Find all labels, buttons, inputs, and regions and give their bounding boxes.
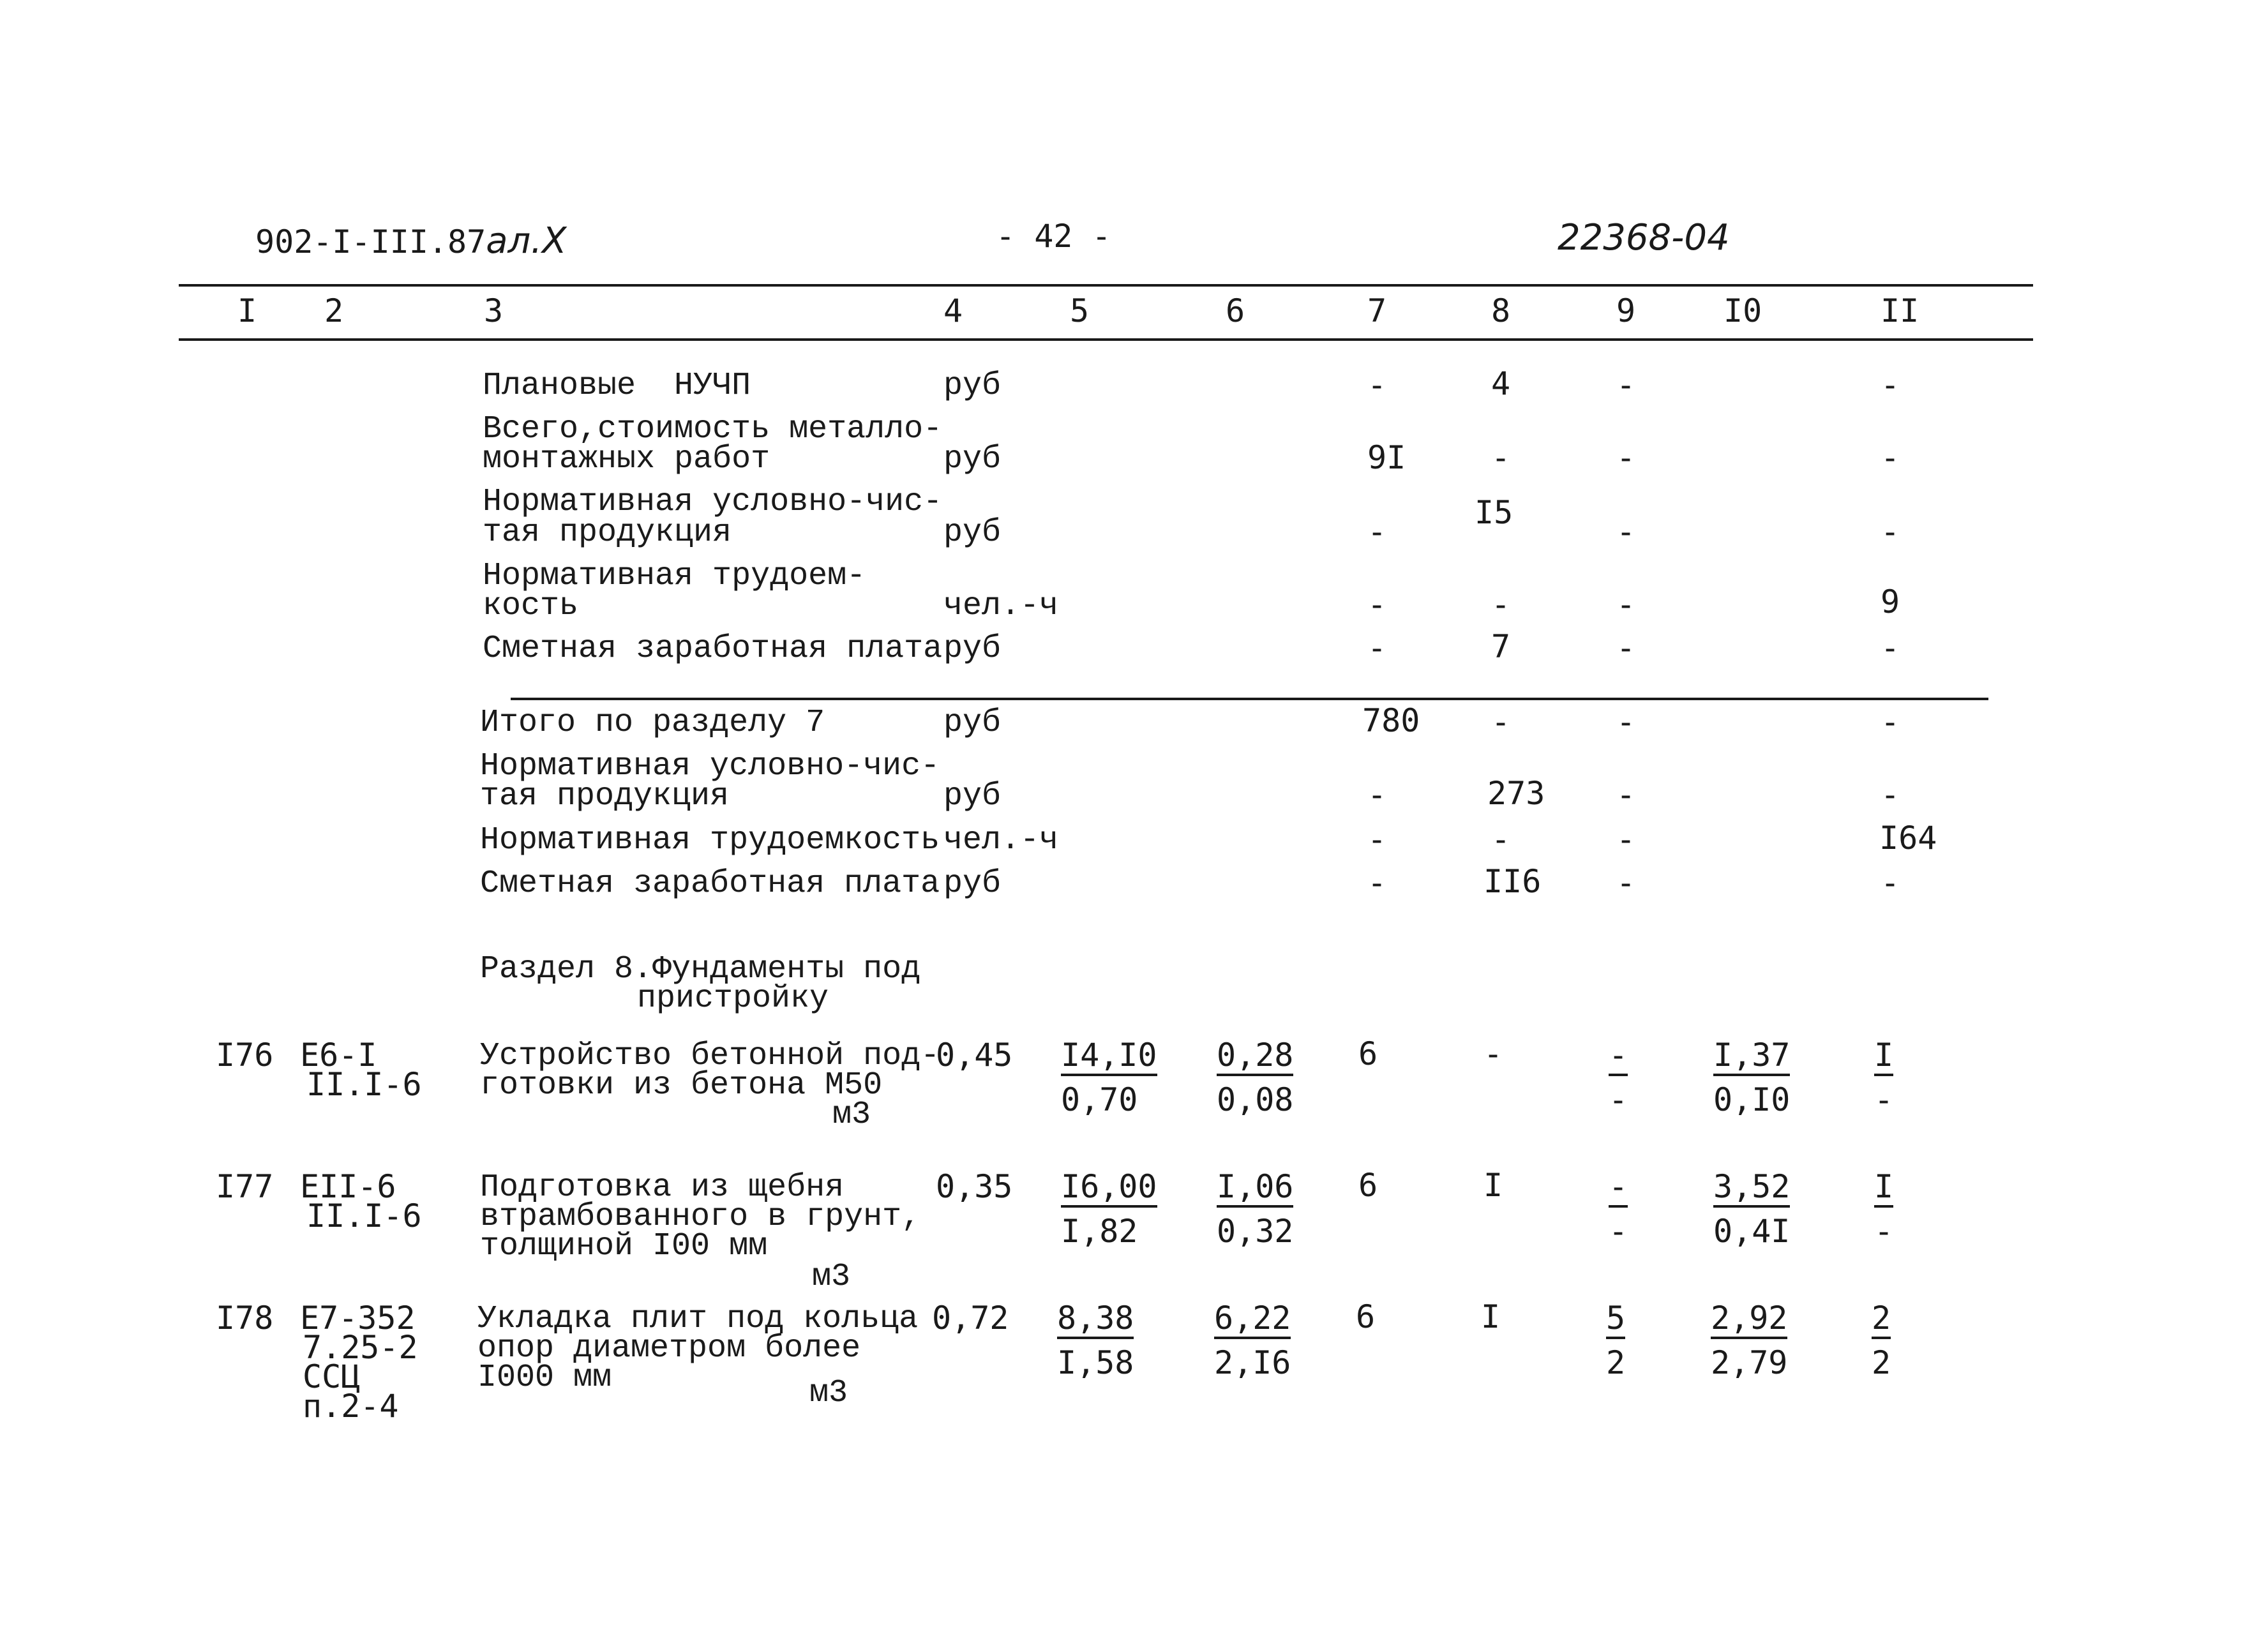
doc-number: 22368-04: [1558, 217, 1730, 259]
summary-row-desc: Нормативная условно-чис-: [480, 748, 940, 784]
item-col6-top: I,06: [1217, 1171, 1293, 1208]
item-col7: 6: [1358, 1167, 1378, 1204]
item-col11-bottom: -: [1874, 1213, 1894, 1250]
summary-row-col9: -: [1616, 703, 1636, 740]
summary-row-col8: 4: [1491, 365, 1511, 402]
item-col8: I: [1483, 1167, 1503, 1204]
item-code: ССЦ: [303, 1358, 361, 1395]
item-col10-top: 2,92: [1711, 1302, 1787, 1339]
summary-row-col8: -: [1491, 821, 1511, 858]
item-qty: 0,35: [936, 1168, 1013, 1205]
item-col5-bottom: I,58: [1057, 1344, 1134, 1381]
summary-row-col9: -: [1616, 629, 1636, 666]
summary-row-desc: Всего,стоимость металло-: [483, 411, 943, 447]
summary-row-col11: -: [1881, 629, 1900, 666]
item-code: Е6-I: [300, 1037, 377, 1074]
summary-row-unit: чел.-ч: [943, 588, 1059, 624]
item-col10-bottom: 2,79: [1711, 1344, 1788, 1381]
summary-row-unit: руб: [943, 778, 1002, 814]
item-desc: втрамбованного в грунт,: [480, 1199, 921, 1235]
doc-code: 902-I-III.87ал.X: [255, 220, 567, 262]
item-number: I77: [216, 1168, 274, 1205]
column-header-6: 6: [1226, 292, 1245, 329]
column-header-3: 3: [484, 292, 504, 329]
doc-code-suffix: ал.X: [486, 220, 567, 262]
summary-row-desc: Плановые НУЧП: [483, 368, 751, 404]
summary-row-desc: Нормативная трудоем-: [483, 558, 866, 594]
item-col7: 6: [1358, 1035, 1378, 1072]
column-header-8: 8: [1491, 292, 1511, 329]
summary-row-col7: -: [1367, 629, 1387, 666]
summary-row-col8: -: [1491, 439, 1511, 476]
item-col6-top: 6,22: [1214, 1302, 1291, 1339]
column-header-7: 7: [1367, 292, 1387, 329]
summary-row-col9: -: [1616, 586, 1636, 623]
item-col6-bottom: 0,32: [1217, 1213, 1294, 1250]
item-desc: Устройство бетонной под-: [480, 1038, 940, 1074]
column-header-11: II: [1881, 292, 1919, 329]
top-rule: [179, 284, 2033, 287]
column-header-9: 9: [1616, 292, 1636, 329]
summary-row-unit: чел.-ч: [943, 822, 1059, 858]
item-desc: Подготовка из щебня: [480, 1169, 845, 1206]
item-code: п.2-4: [303, 1388, 399, 1425]
summary-row-unit: руб: [943, 866, 1002, 902]
item-col5-top: I6,00: [1061, 1171, 1157, 1208]
section-title: Раздел 8.Фундаменты под: [480, 951, 921, 987]
summary-row-col9: -: [1616, 366, 1636, 403]
column-header-1: I: [237, 292, 257, 329]
item-col9-bottom: -: [1609, 1081, 1628, 1118]
summary-row-col7: -: [1367, 586, 1387, 623]
item-col7: 6: [1356, 1298, 1376, 1335]
item-desc: опор диаметром более: [477, 1330, 861, 1367]
item-number: I76: [216, 1037, 274, 1074]
summary-row-col8: 273: [1487, 775, 1545, 812]
item-col9-bottom: 2: [1606, 1344, 1626, 1381]
column-header-4: 4: [943, 292, 963, 329]
item-col9-top: -: [1609, 1039, 1628, 1076]
summary-row-desc: тая продукция: [480, 778, 730, 814]
summary-row-col11: -: [1881, 776, 1900, 813]
item-code: II.I-6: [306, 1197, 422, 1234]
section-divider: [511, 698, 1988, 700]
item-col11-top: I: [1874, 1039, 1893, 1076]
column-header-2: 2: [324, 292, 344, 329]
item-col5-top: 8,38: [1057, 1302, 1134, 1339]
summary-row-desc: Сметная заработная плата: [480, 866, 940, 902]
item-desc: Укладка плит под кольца: [477, 1301, 919, 1337]
column-header-5: 5: [1070, 292, 1090, 329]
item-col11-top: I: [1874, 1171, 1893, 1208]
item-desc: толщиной I00 мм: [480, 1228, 768, 1264]
item-code: ЕII-6: [300, 1168, 396, 1205]
header-bottom-rule: [179, 338, 2033, 341]
item-number: I78: [216, 1300, 274, 1337]
summary-row-unit: руб: [943, 514, 1002, 551]
summary-row-col7: -: [1367, 776, 1387, 813]
summary-row-col11: -: [1881, 703, 1900, 740]
item-col8: -: [1483, 1035, 1503, 1072]
item-unit: м3: [832, 1097, 871, 1133]
summary-row-col11: -: [1881, 366, 1900, 403]
summary-row-desc: Итого по разделу 7: [480, 705, 825, 741]
item-qty: 0,45: [936, 1037, 1013, 1074]
summary-row-unit: руб: [943, 631, 1002, 667]
summary-row-col11: -: [1881, 513, 1900, 550]
summary-row-col7: 780: [1362, 702, 1420, 739]
item-col5-top: I4,I0: [1061, 1039, 1157, 1076]
summary-row-unit: руб: [943, 705, 1002, 741]
summary-row-col8: -: [1491, 703, 1511, 740]
summary-row-col7: 9I: [1367, 439, 1406, 476]
summary-row-col9: -: [1616, 864, 1636, 901]
item-col8: I: [1481, 1298, 1501, 1335]
summary-row-col8: II6: [1483, 863, 1542, 900]
summary-row-col7: -: [1367, 366, 1387, 403]
column-header-10: I0: [1724, 292, 1762, 329]
item-col11-bottom: 2: [1872, 1344, 1891, 1381]
item-code: 7.25-2: [303, 1329, 418, 1366]
summary-row-col8: -: [1491, 586, 1511, 623]
item-col9-bottom: -: [1609, 1213, 1628, 1250]
summary-row-unit: руб: [943, 441, 1002, 477]
summary-row-col8: I5: [1475, 494, 1513, 531]
item-unit: м3: [812, 1259, 851, 1295]
item-code: Е7-352: [300, 1300, 416, 1337]
item-code: II.I-6: [306, 1066, 422, 1103]
item-col6-bottom: 0,08: [1217, 1081, 1294, 1118]
summary-row-col11: 9: [1881, 583, 1900, 620]
summary-row-desc: тая продукция: [483, 514, 732, 551]
item-col5-bottom: 0,70: [1061, 1081, 1138, 1118]
summary-row-desc: Нормативная условно-чис-: [483, 484, 943, 520]
item-col9-top: -: [1609, 1171, 1628, 1208]
item-col10-top: I,37: [1713, 1039, 1790, 1076]
summary-row-col11: I64: [1879, 820, 1937, 857]
summary-row-col11: -: [1881, 864, 1900, 901]
summary-row-col9: -: [1616, 776, 1636, 813]
summary-row-col9: -: [1616, 513, 1636, 550]
summary-row-col7: -: [1367, 513, 1387, 550]
summary-row-desc: кость: [483, 588, 579, 624]
item-col9-top: 5: [1606, 1302, 1625, 1339]
item-col6-top: 0,28: [1217, 1039, 1293, 1076]
summary-row-col8: 7: [1491, 628, 1511, 665]
item-col11-top: 2: [1872, 1302, 1891, 1339]
item-col11-bottom: -: [1874, 1081, 1894, 1118]
summary-row-col11: -: [1881, 439, 1900, 476]
summary-row-col7: -: [1367, 821, 1387, 858]
item-col6-bottom: 2,I6: [1214, 1344, 1291, 1381]
item-col5-bottom: I,82: [1061, 1213, 1138, 1250]
summary-row-col9: -: [1616, 439, 1636, 476]
summary-row-desc: Сметная заработная плата: [483, 631, 943, 667]
item-col10-bottom: 0,4I: [1713, 1213, 1791, 1250]
item-unit: м3: [809, 1375, 848, 1411]
summary-row-desc: монтажных работ: [483, 441, 770, 477]
summary-row-unit: руб: [943, 368, 1002, 404]
summary-row-desc: Нормативная трудоемкость: [480, 822, 940, 858]
section-title: пристройку: [637, 980, 829, 1017]
summary-row-col7: -: [1367, 864, 1387, 901]
item-col10-bottom: 0,I0: [1713, 1081, 1791, 1118]
item-col10-top: 3,52: [1713, 1171, 1790, 1208]
page-number: - 42 -: [996, 218, 1111, 255]
summary-row-col9: -: [1616, 821, 1636, 858]
item-desc: I000 мм: [477, 1360, 612, 1396]
item-desc: готовки из бетона М50: [480, 1067, 883, 1104]
item-qty: 0,72: [932, 1300, 1009, 1337]
